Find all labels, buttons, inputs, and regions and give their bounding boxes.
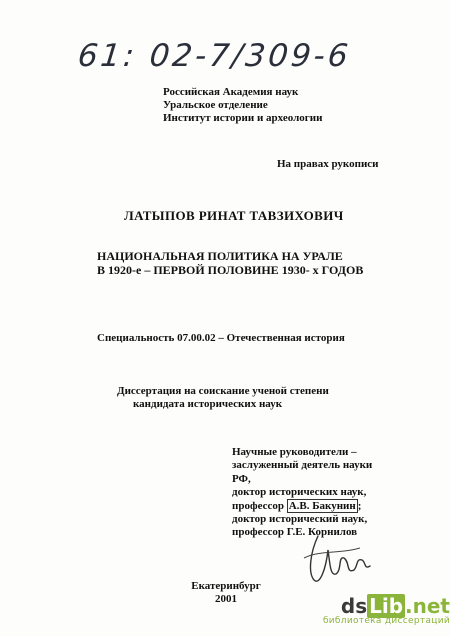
dissertation-title: [97, 249, 363, 277]
degree-statement: [117, 385, 329, 411]
supervisor-name-boxed: А.В. Бакунин: [288, 499, 356, 512]
manuscript-rights: На правах рукописи: [277, 158, 379, 170]
author-name: ЛАТЫПОВ РИНАТ ТАВЗИХОВИЧ: [124, 208, 344, 223]
dslib-logo: ds Lib .net: [340, 594, 450, 618]
dslib-watermark: [304, 596, 450, 626]
supervisor-line: Научные руководители –: [232, 446, 357, 458]
specialty: Специальность 07.00.02 – Отечественная история: [97, 332, 345, 344]
year: 2001: [215, 593, 237, 605]
institution-line: Институт истории и археологии: [163, 112, 323, 124]
degree-line: Диссертация на соискание ученой степени: [117, 385, 329, 397]
place-and-year: [186, 580, 266, 606]
title-line: НАЦИОНАЛЬНАЯ ПОЛИТИКА НА УРАЛЕ: [97, 249, 343, 263]
institution-line: Уральское отделение: [163, 99, 268, 111]
institution-block: [163, 86, 322, 125]
institution-line: Российская Академия наук: [163, 86, 299, 98]
supervisor-line: доктор исторических наук,: [232, 486, 367, 499]
supervisor-line: профессор А.В. Бакунин ;: [232, 499, 362, 512]
signature-image: [300, 528, 380, 588]
supervisors-block: [232, 446, 372, 540]
city: Екатеринбург: [191, 580, 261, 592]
handwritten-catalog-number: 61: 02-7/309-6: [76, 38, 353, 74]
supervisor-line: заслуженный деятель науки: [232, 459, 373, 472]
title-line: В 1920-е – ПЕРВОЙ ПОЛОВИНЕ 1930- х ГОДОВ: [97, 263, 364, 277]
supervisor-line: РФ,: [232, 472, 251, 485]
degree-line: кандидата исторических наук: [133, 398, 283, 410]
supervisor-line: профессор Г.Е. Корнилов: [232, 526, 358, 539]
supervisor-line: доктор исторический наук,: [232, 513, 368, 526]
dslib-subtitle: библиотека диссертаций: [322, 616, 450, 626]
